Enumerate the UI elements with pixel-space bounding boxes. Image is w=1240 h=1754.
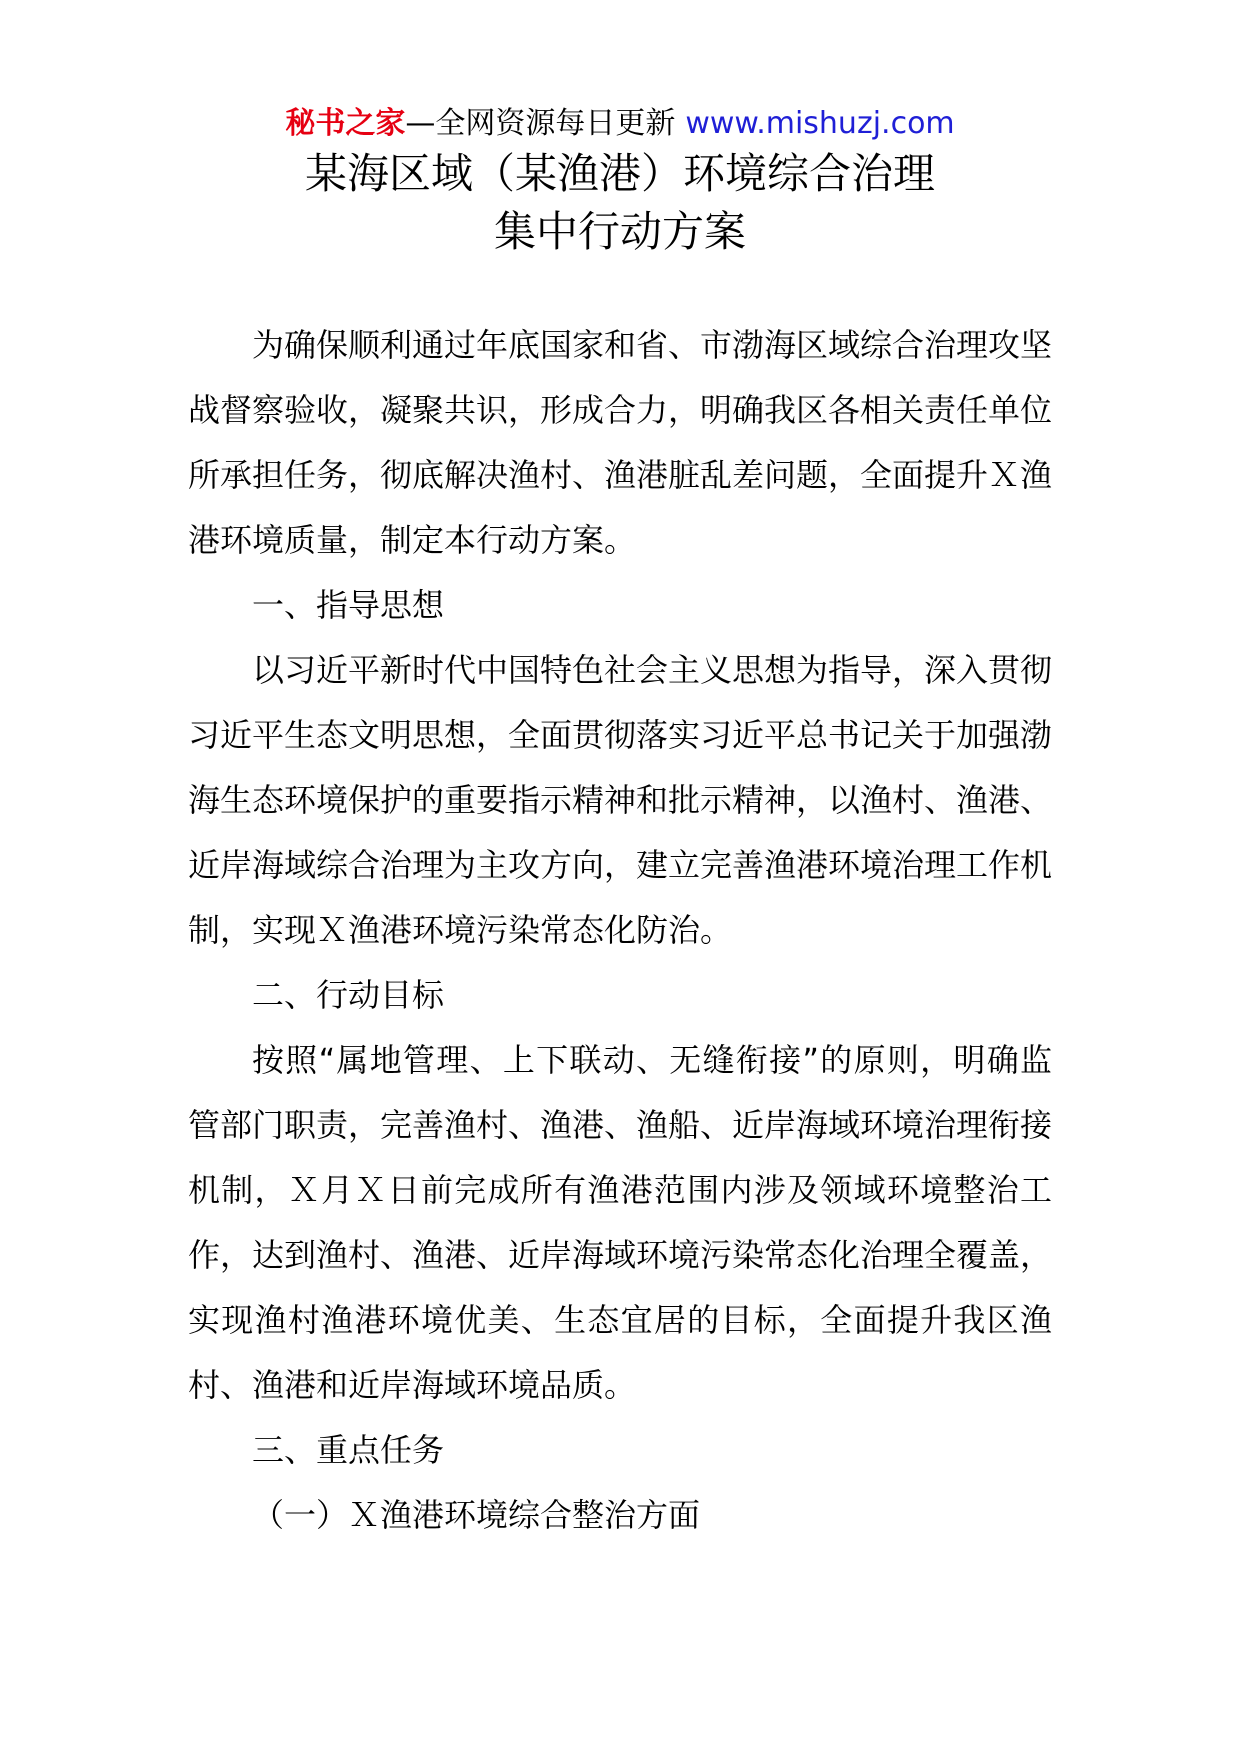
action-goals-paragraph: 按照“属地管理、上下联动、无缝衔接”的原则，明确监管部门职责，完善渔村、渔港、渔船、近岸海域环境治理衔接机制，Ｘ月Ｘ日前完成所有渔港范围内涉及领域环境整治工作，达到渔村、渔港、近岸海域环境污染常态化治理全覆盖，实现渔村渔港环境优美、生态宜居的目标，全面提升我区渔村、渔港和近岸海域环境品质。 [188,1041,1053,1404]
intro-paragraph: 为确保顺利通过年底国家和省、市渤海区域综合治理攻坚战督察验收，凝聚共识，形成合力，明确我区各相关责任单位所承担任务，彻底解决渔村、渔港脏乱差问题，全面提升Ｘ渔港环境质量，制定本行动方案。 [188,326,1053,559]
site-header [0,104,1240,144]
section-heading-action-goals: 二、行动目标 [252,976,445,1014]
header-slogan: —全网资源每日更新 [405,106,676,141]
site-url[interactable]: www.mishuzj.com [685,106,955,141]
section-heading-key-tasks: 三、重点任务 [252,1431,445,1469]
guiding-ideology-paragraph: 以习近平新时代中国特色社会主义思想为指导，深入贯彻习近平生态文明思想，全面贯彻落实习近平总书记关于加强渤海生态环境保护的重要指示精神和批示精神，以渔村、渔港、近岸海域综合治理为主攻方向，建立完善渔港环境治理工作机制，实现Ｘ渔港环境污染常态化防治。 [188,651,1053,949]
document-title-line-1: 某海区域（某渔港）环境综合治理 [304,149,935,198]
subsection-heading-harbor-remediation: （一）Ｘ渔港环境综合整治方面 [252,1496,701,1534]
document-body [188,313,1052,1548]
section-heading-guiding-ideology: 一、指导思想 [252,586,445,624]
document-title-line-2: 集中行动方案 [493,207,746,256]
brand-name: 秘书之家 [285,106,406,141]
